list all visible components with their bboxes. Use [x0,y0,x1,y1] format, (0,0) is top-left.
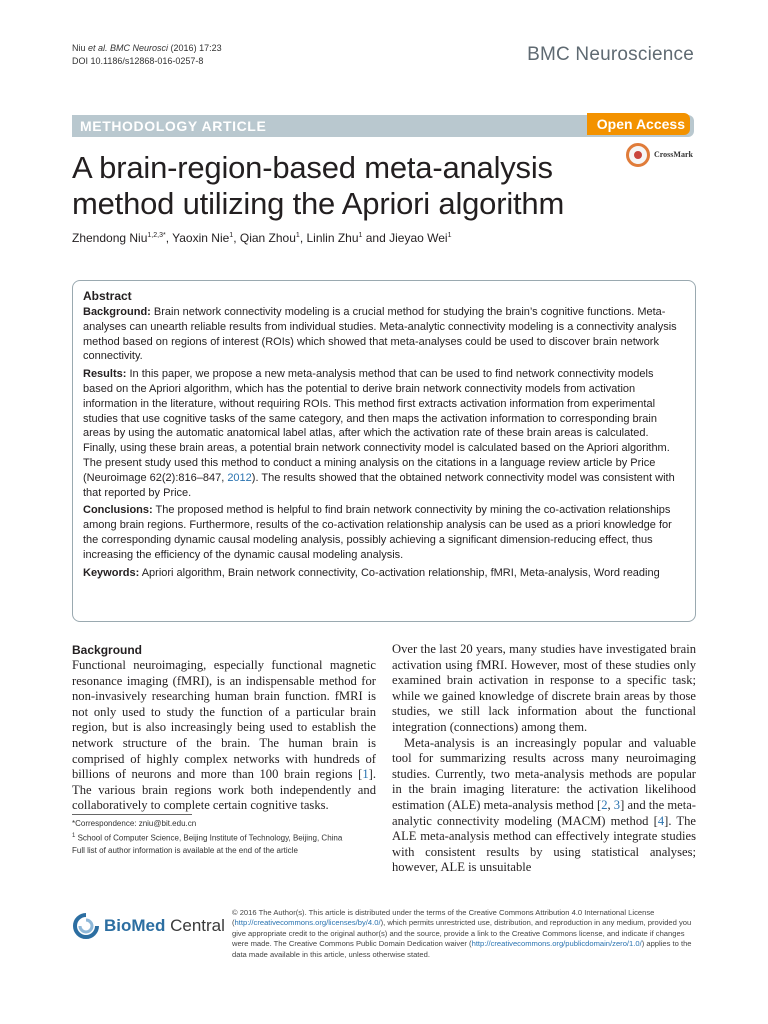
abstract-background [83,305,685,364]
body-paragraph [72,658,376,814]
abstract-conclusions [83,503,685,562]
author-list [72,231,452,245]
author-separator: and [362,231,390,245]
crossmark-label: CrossMark [654,150,693,159]
reference-link[interactable]: 2 [601,797,608,812]
abstract-results-label: Results: [83,368,127,381]
body-column-right [392,642,696,876]
public-domain-link[interactable]: http://creativecommons.org/publicdomain/zero/1.0/ [471,939,642,949]
author-affiliation: 1,2,3* [147,232,166,239]
license-text: ), which permits unrestricted use, distribution, and reproduction in any medium, provided you give appropriate credit to the original author(s) and the source, provide a link to the Creative Commons license, and indicate if changes were made. The Creative Commons Public Domain Dedication waiver ( [232,918,692,949]
background-heading: Background [72,643,143,657]
license-link[interactable]: http://creativecommons.org/licenses/by/4.0/ [234,918,381,928]
reference-link[interactable]: 3 [613,797,621,812]
author-separator: , [299,231,307,245]
author-affiliation: 1 [358,232,363,239]
journal-name: BMC Neuroscience [527,44,694,65]
biomed-central-logo[interactable] [72,912,225,942]
author-affiliation: 1 [447,232,452,239]
abstract-results [83,367,685,500]
author-name[interactable]: Zhendong Niu [72,231,148,245]
abstract-results-text-end: ). The results showed that the obtained network connectivity model was consistent with that reported by Price. [83,471,675,499]
citation-authors: Niu [72,43,89,53]
body-text: Meta-analysis is an increasingly popular and valuable tool for summarizing results across many neuroimaging studies. Currently, two meta-analysis methods are popular in the brain imaging literature: the activation likelihood estimation (ALE) meta-analysis method [ [392,735,696,812]
abstract-keywords-label: Keywords: [83,566,140,579]
author-name[interactable]: Qian Zhou [239,231,296,245]
abstract-background-text: Brain network connectivity modeling is a crucial method for studying the brain’s cognitive functions. Meta-analyses can unearth reliable results from individual studies. Meta-analytic connectivity modeling is a connectivity analysis method based on regions of interest (ROIs) which showed that meta-analyses could be used to discover brain network connectivity. [83,306,677,363]
author-separator: , [165,231,173,245]
citation-line [72,42,222,55]
citation-et-al: et al. [88,43,108,53]
license-text: ) applies to the data made available in this article, unless otherwise stated. [232,939,692,959]
body-text: , [607,797,614,812]
article-type-bar [72,115,694,137]
abstract-results-citation-link[interactable]: 2012 [227,471,252,484]
footnotes [72,818,372,857]
biomed-central-wordmark: BioMed Central [104,916,225,935]
body-paragraph: Over the last 20 years, many studies have investigated brain activation using fMRI. However, most of these studies only examined brain activation in response to a specific task; while we gained knowledge of discrete brain areas by those studies, we still lack information about the functional integration (connections) among them. [392,642,696,734]
abstract-keywords [83,566,685,581]
abstract-box [72,280,696,622]
abstract-conclusions-label: Conclusions: [83,504,153,517]
citation-block [72,42,222,68]
biomed-central-swoosh-icon [72,912,100,940]
citation-year-volume: (2016) 17:23 [168,43,222,53]
body-column-left [72,642,376,814]
body-text: ]. The various brain regions work both independently and collaboratively to complete certain cognitive tasks. [72,767,376,813]
author-name[interactable]: Yaoxin Nie [172,231,230,245]
affiliation-number: 1 [72,833,76,839]
open-access-badge: Open Access [587,113,690,135]
crossmark-icon [626,143,650,167]
author-info-note: Full list of author information is available at the end of the article [72,845,298,855]
body-text: Functional neuroimaging, especially functional magnetic resonance imaging (fMRI), is an indispensable method for non-invasively researching human brain function. fMRI is not only used to study the function of a particular brain region, but is also increasingly being used to establish the network structure of the brain. The human brain is comprised of highly complex networks with hundreds of billions of neurons and more than 100 brain regions [ [72,658,376,782]
body-text: ] and the meta-analytic connectivity modeling (MACM) method [ [392,797,696,828]
article-type-label: METHODOLOGY ARTICLE [80,118,267,134]
reference-link[interactable]: 1 [362,767,369,782]
abstract-keywords-text: Apriori algorithm, Brain network connectivity, Co-activation relationship, fMRI, Meta-analysis, Word reading [139,566,660,579]
author-name[interactable]: Jieyao Wei [389,231,448,245]
citation-journal: BMC Neurosci [107,43,169,53]
article-title: A brain-region-based meta-analysis method utilizing the Apriori algorithm [72,150,565,221]
abstract-heading: Abstract [83,289,132,303]
abstract-results-text: In this paper, we propose a new meta-analysis method that can be used to find network connectivity models based on the Apriori algorithm, which has the potential to derive brain network connectivity models from activation information in the literature, without requiring ROIs. This method first extracts activation information from experimental studies that use cognitive tasks of the same category, and then maps the activation information to corresponding brain areas by using the automatic anatomical label atlas, after which the activation rate of these brain areas is calculated. Finally, using these brain areas, a potential brain network connectivity model is calculated based on the Apriori algorithm. The present study used this method to conduct a mining analysis on the citations in a language review article by Price (Neuroimage 62(2):816–847, [83,368,670,484]
abstract-conclusions-text: The proposed method is helpful to find brain network connectivity by mining the co-activation relationships among brain regions. Furthermore, results of the co-activation relationship analysis can be used as a priori knowledge for the corresponding dynamic causal modeling analysis, possibly achieving a significant dimension-reducing effect, thus increasing the efficiency of the dynamic causal modeling analysis. [83,504,672,561]
affiliation-note [72,830,372,845]
license-text: © 2016 The Author(s). This article is distributed under the terms of the Creative Commons Attribution 4.0 International License ( [232,908,655,928]
abstract-background-label: Background: [83,306,151,318]
doi[interactable]: DOI 10.1186/s12868-016-0257-8 [72,56,204,66]
affiliation-text: School of Computer Science, Beijing Institute of Technology, Beijing, China [75,833,343,843]
license-notice [232,908,702,960]
footnote-divider [72,814,192,815]
author-affiliation: 1 [229,232,234,239]
author-separator: , [233,231,240,245]
author-name[interactable]: Linlin Zhu [306,231,359,245]
body-paragraph [392,736,696,876]
reference-link[interactable]: 4 [657,813,665,828]
body-text: ]. The ALE meta-analysis method can effectively integrate studies with consistent results by using statistical analyses; however, ALE is unsuitable [392,813,696,875]
correspondence-note: *Correspondence: zniu@bit.edu.cn [72,819,197,828]
author-affiliation: 1 [295,232,300,239]
crossmark-badge[interactable] [626,143,698,167]
